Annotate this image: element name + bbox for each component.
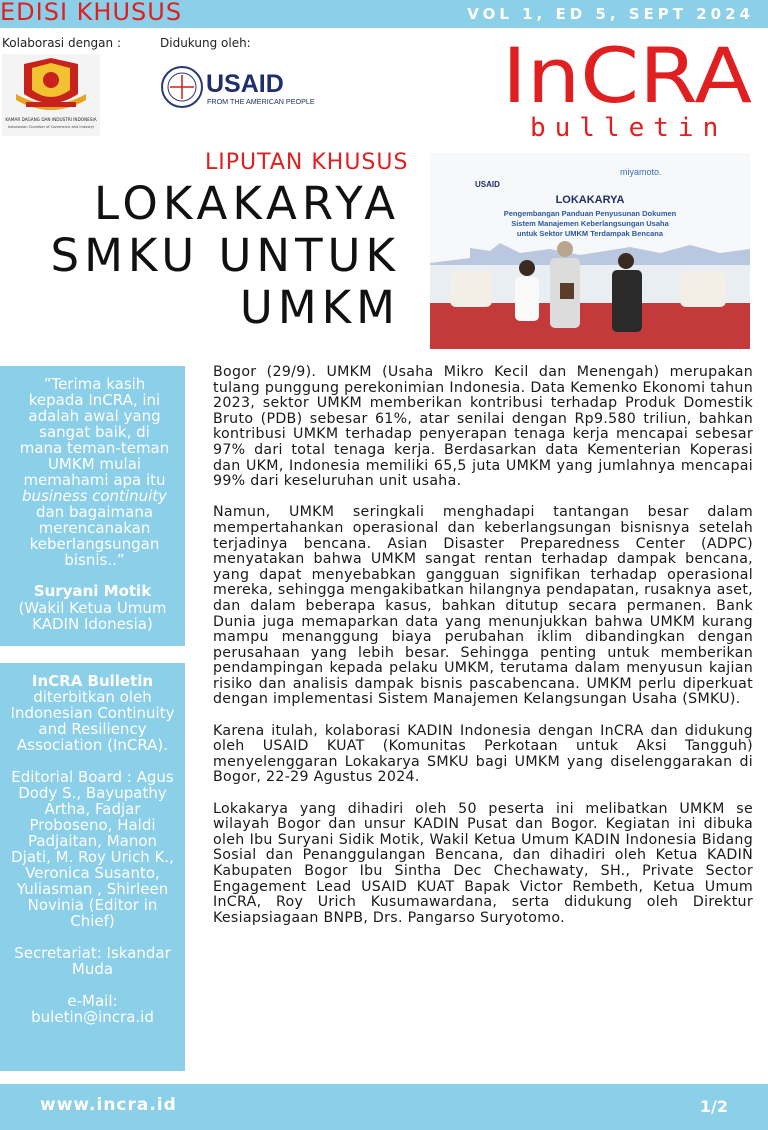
quote-author-name: Suryani Motik <box>33 582 152 600</box>
logo-subtitle: bulletin <box>530 113 728 142</box>
article-paragraph-3: Karena itulah, kolaborasi KADIN Indonesia dengan InCRA dan didukung oleh USAID KUAT (Komunitas Perkotaan untuk Aksi Tangguh) menyelenggaran Lokakarya SMKU bagi UMKM yang diselenggarakan di Bogor, 22-29 Agustus 2024. <box>213 722 753 786</box>
publisher-text: diterbitkan oleh Indonesian Continuity and Resiliency Association (InCRA). <box>10 688 175 754</box>
editorial-board: Editorial Board : Agus Dody S., Bayupathy Artha, Fadjar Proboseno, Haldi Padjaitan, Manon Djati, M. Roy Urich K., Veronica Susanto, Yuliasman , Shirleen Novinia (Editor in Chief) <box>11 768 174 930</box>
article-paragraph-2: Namun, UMKM seringkali menghadapi tantangan besar dalam mempertahankan operasional dan keberlangsungan bisnisnya setelah terjadinya bencana. Asian Disaster Preparedness Center (ADPC) menyatakan bahwa UMKM sangat rentan terhadap dampak bencana, yang dapat menyebabkan gangguan signifikan terhadap operasional mereka, sehingga mengakibatkan hilangnya pendapatan, rusaknya aset, dan dalam beberapa kasus, bahkan ditutup secara permanen. Bank Dunia juga memaparkan data yang menunjukkan bahwa UMKM kurang mampu menanggung biaya perubahan iklim dibandingkan dengan perusahaan yang lebih besar. Sehingga penting untuk memberikan pendampingan kepada pelaku UMKM, terutama dalam menyusun kajian risiko dan analisis dampak bisnis pascabencana. UMKM perlu diperkuat dengan implementasi Sistem Manajemen Kelangsungan Usaha (SMKU). <box>213 504 753 708</box>
headline-line-3: UMKM <box>239 281 400 334</box>
top-band <box>0 0 768 28</box>
footer-band <box>0 1084 768 1130</box>
kadin-caption: KAMAR DAGANG DAN INDUSTRI INDONESIA <box>5 117 97 122</box>
logo-wordmark: InCRA <box>502 36 752 120</box>
email-contact: e-Mail: buletin@incra.id <box>31 992 154 1026</box>
headline-line-2: SMKU UNTUK <box>50 229 400 282</box>
quote-text-start: ”Terima kasih kepada InCRA, ini adalah awal yang sangat baik, di mana teman-teman UMKM mulai memahami apa itu <box>19 375 170 489</box>
banner-subtitle-1: Pengembangan Panduan Penyusunan Dokumen <box>503 209 677 218</box>
kadin-logo <box>2 54 100 136</box>
publisher-name: InCRA Bulletin <box>31 672 154 690</box>
quote-box <box>0 366 185 646</box>
usaid-tagline: FROM THE AMERICAN PEOPLE <box>207 97 315 106</box>
article-paragraph-4: Lokakarya yang dihadiri oleh 50 peserta ini melibatkan UMKM se wilayah Bogor dan unsur KADIN Pusat dan Bogor. Kegiatan ini dibuka oleh Ibu Suryani Sidik Motik, Wakil Ketua Umum KADIN Indonesia Bidang Sosial dan Penanggulangan Bencana, dan dihadiri oleh Ketua KADIN Kabupaten Bogor Ibu Sintha Dec Chechawaty, SH., Private Sector Engagement Lead USAID KUAT Bapak Victor Rembeth, Ketua Umum InCRA, Roy Urich Kusumawardana, serta didukung oleh Direktur Kesiapsiagaan BNPB, Drs. Pangarso Suryotomo. <box>213 800 753 926</box>
headline <box>0 178 400 334</box>
article-body <box>213 365 753 942</box>
secretariat: Secretariat: Iskandar Muda <box>14 944 171 978</box>
edition-label: EDISI KHUSUS <box>0 0 183 26</box>
collab-label: Kolaborasi dengan : <box>2 36 121 50</box>
event-photo <box>430 153 750 349</box>
incra-bulletin-logo <box>500 36 756 142</box>
banner-title: LOKAKARYA <box>555 194 625 206</box>
quote-emphasis: business continuity <box>21 487 168 505</box>
support-label: Didukung oleh: <box>160 36 251 50</box>
quote-author-role: (Wakil Ketua Umum KADIN Idonesia) <box>18 599 167 633</box>
banner-subtitle-2: Sistem Manajemen Keberlangsungan Usaha <box>511 219 669 228</box>
footer-url[interactable]: www.incra.id <box>40 1095 177 1115</box>
headline-line-1: LOKAKARYA <box>93 177 400 230</box>
kadin-subcaption: Indonesian Chamber of Commerce and Industry <box>7 125 95 129</box>
volume-label: VOL 1, ED 5, SEPT 2024 <box>467 5 754 23</box>
usaid-wordmark: USAID <box>206 70 284 98</box>
quote-text-end: dan bagaimana merencanakan keberlangsungan bisnis..” <box>29 503 160 569</box>
article-paragraph-1: Bogor (29/9). UMKM (Usaha Mikro Kecil dan Menengah) merupakan tulang punggung perekonimian Indonesia. Data Kemenko Ekonomi tahun 2023, sektor UMKM memberikan kontribusi terhadap Produk Domestik Bruto (PDB) sebesar 61%, atar senilai dengan Rp9.580 triliun, bahkan kontribusi UMKM terhadap penyerapan tenaga kerja mencapai sebesar 97% dari total tenaga kerja. Berdasarkan data Kementerian Koperasi dan UKM, Indonesia memiliki 65,5 juta UMKM yang jumlahnya mencapai 99% dari keseluruhan unit usaha. <box>213 364 753 490</box>
editorial-box <box>0 663 185 1071</box>
usaid-logo <box>160 64 320 110</box>
quote-text <box>18 376 171 568</box>
page-number: 1/2 <box>699 1097 728 1116</box>
photo-sponsor-usaid: USAID <box>475 180 500 189</box>
section-kicker: LIPUTAN KHUSUS <box>205 150 409 175</box>
photo-sponsor-miyamoto: miyamoto. <box>620 167 662 177</box>
banner-subtitle-3: untuk Sektor UMKM Terdampak Bencana <box>516 229 664 238</box>
